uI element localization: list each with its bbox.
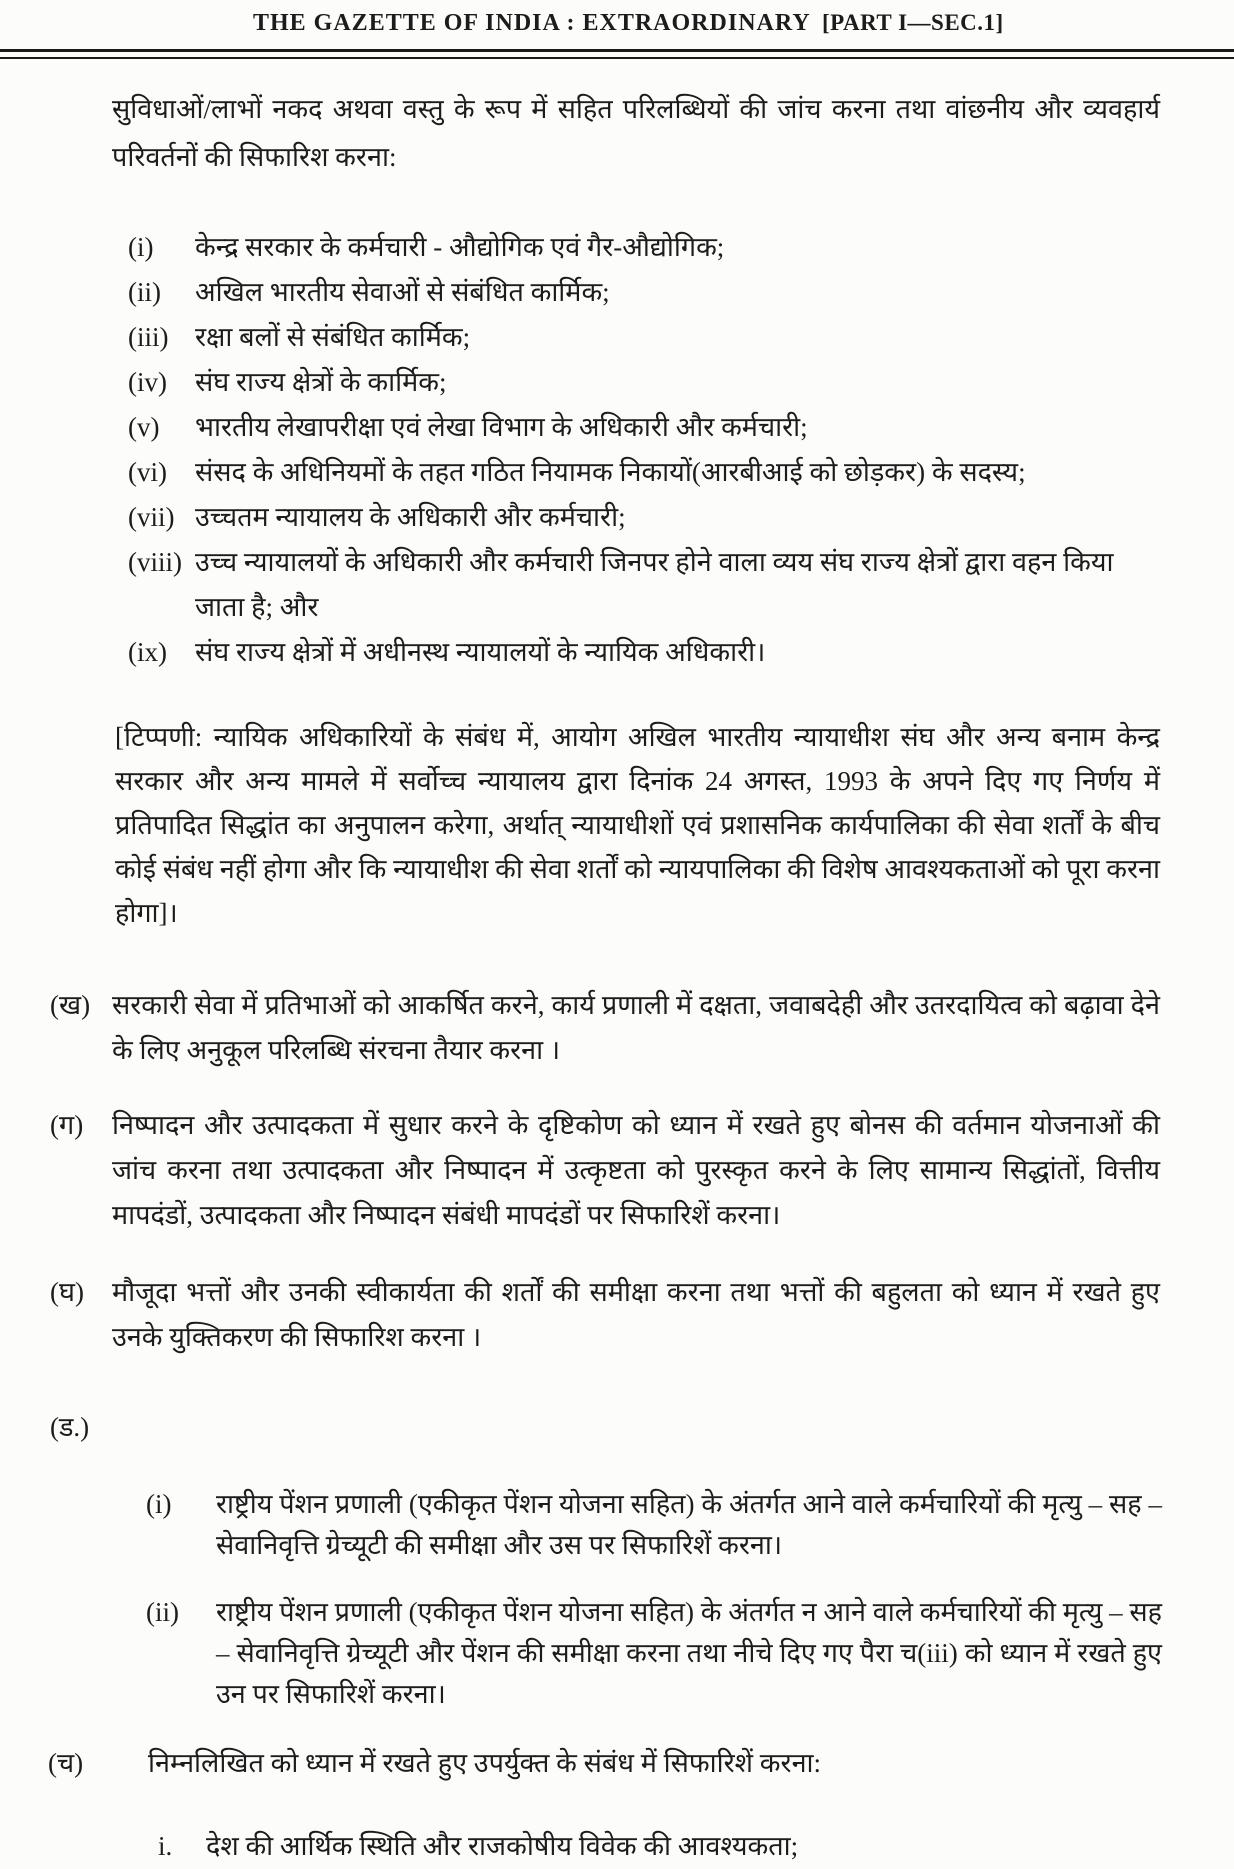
list-item-text: उच्च न्यायालयों के अधिकारी और कर्मचारी जिनपर होने वाला व्यय संघ राज्य क्षेत्रों द्वारा वहन किया जाता है; और: [195, 547, 1114, 622]
part-section-label: [PART I—SEC.1]: [822, 10, 1004, 35]
clause-text: सरकारी सेवा में प्रतिभाओं को आकर्षित करने, कार्य प्रणाली में दक्षता, जवाबदेही और उतरदायित्व को बढ़ावा देने के लिए अनुकूल परिलब्धि संरचना तैयार करना ।: [112, 990, 1160, 1065]
list-item: [0, 360, 1234, 405]
pension-sublist-item: [0, 1592, 1234, 1715]
clause-text: निष्पादन और उत्पादकता में सुधार करने के दृष्टिकोण को ध्यान में रखते हुए बोनस की वर्तमान योजनाओं की जांच करना तथा उत्पादकता और निष्पादन में उत्कृष्टता को पुरस्कृत करने के लिए सामान्य सिद्धांतों, वित्तीय मापदंडों, उत्पादकता और निष्पादन संबंधी मापदंडों पर सिफारिशें करना।: [112, 1110, 1160, 1230]
clause-text: मौजूदा भत्तों और उनकी स्वीकार्यता की शर्तों की समीक्षा करना तथा भत्तों की बहुलता को ध्यान में रखते हुए उनके युक्तिकरण की सिफारिश करना ।: [112, 1277, 1160, 1352]
list-item-text: संसद के अधिनियमों के तहत गठित नियामक निकायों(आरबीआई को छोड़कर) के सदस्य;: [195, 457, 1026, 487]
clause-gha: [0, 1270, 1234, 1360]
list-item: [0, 270, 1234, 315]
clause-cha: [0, 1741, 1234, 1786]
list-item-number: (iii): [128, 322, 169, 352]
pension-sublist-item: [0, 1484, 1234, 1566]
page-title: THE GAZETTE OF INDIA : EXTRAORDINARY: [253, 10, 811, 36]
list-item-number: (iv): [128, 367, 167, 397]
list-item-text: संघ राज्य क्षेत्रों के कार्मिक;: [195, 367, 447, 397]
list-item-text: राष्ट्रीय पेंशन प्रणाली (एकीकृत पेंशन योजना सहित) के अंतर्गत न आने वाले कर्मचारियों की मृत्यु – सह – सेवानिवृत्ति ग्रेच्यूटी और पेंशन की समीक्षा करना तथा नीचे दिए गए पैरा च(iii) को ध्यान में रखते हुए उन पर सिफारिशें करना।: [216, 1597, 1162, 1709]
list-item-number: (i): [128, 232, 154, 262]
list-item-text: रक्षा बलों से संबंधित कार्मिक;: [195, 322, 471, 352]
clause-label: (घ): [50, 1277, 84, 1307]
clause-ga: [0, 1103, 1234, 1238]
list-item-number: i.: [158, 1831, 173, 1861]
list-item-number: (ix): [128, 637, 167, 667]
list-item: [0, 630, 1234, 675]
clause-text: निम्नलिखित को ध्यान में रखते हुए उपर्युक्त के संबंध में सिफारिशें करना:: [148, 1748, 822, 1778]
clause-nga: [0, 1405, 1234, 1450]
clause-label: (ख): [50, 990, 91, 1020]
list-item: [0, 450, 1234, 495]
list-item-text: केन्द्र सरकार के कर्मचारी - औद्योगिक एवं गैर-औद्योगिक;: [195, 232, 725, 262]
list-item-text: राष्ट्रीय पेंशन प्रणाली (एकीकृत पेंशन योजना सहित) के अंतर्गत आने वाले कर्मचारियों की मृत्यु – सह – सेवानिवृत्ति ग्रेच्यूटी की समीक्षा और उस पर सिफारिशें करना।: [216, 1489, 1162, 1560]
list-item-text: देश की आर्थिक स्थिति और राजकोषीय विवेक की आवश्यकता;: [206, 1831, 799, 1861]
list-item-number: (vi): [128, 457, 167, 487]
note-paragraph: [टिप्पणी: न्यायिक अधिकारियों के संबंध में, आयोग अखिल भारतीय न्यायाधीश संघ और अन्य बनाम केन्द्र सरकार और अन्य मामले में सर्वोच्च न्यायालय द्वारा दिनांक 24 अगस्त, 1993 के अपने दिए गए निर्णय में प्रतिपादित सिद्धांत का अनुपालन करेगा, अर्थात् न्यायाधीशों एवं प्रशासनिक कार्यपालिका की सेवा शर्तों के बीच कोई संबंध नहीं होगा और कि न्यायाधीश की सेवा शर्तों को न्यायपालिका की विशेष आवश्यकताओं को पूरा करना होगा]।: [115, 722, 1160, 928]
list-item-number: (viii): [128, 547, 182, 577]
consideration-item: [0, 1824, 1234, 1869]
clause-label: (ड.): [50, 1412, 90, 1442]
list-item-number: (vii): [128, 502, 175, 532]
list-item: [0, 540, 1234, 630]
clause-label: (ग): [50, 1110, 84, 1140]
list-item-number: (i): [146, 1489, 172, 1519]
list-item: [0, 225, 1234, 270]
clause-kha: [0, 983, 1234, 1073]
list-item-text: अखिल भारतीय सेवाओं से संबंधित कार्मिक;: [195, 277, 610, 307]
clause-label: (च): [48, 1748, 84, 1778]
list-item-number: (ii): [128, 277, 161, 307]
list-item-number: (v): [128, 412, 160, 442]
gazette-header: [0, 0, 1234, 46]
scope-list: [0, 225, 1234, 675]
list-item-text: भारतीय लेखापरीक्षा एवं लेखा विभाग के अधिकारी और कर्मचारी;: [195, 412, 808, 442]
list-item-number: (ii): [146, 1597, 179, 1627]
list-item: [0, 405, 1234, 450]
list-item-text: संघ राज्य क्षेत्रों में अधीनस्थ न्यायालयों के न्यायिक अधिकारी।: [195, 637, 766, 667]
clause-text: [112, 1405, 1234, 1450]
header-double-rule: [0, 49, 1234, 59]
list-item-text: उच्चतम न्यायालय के अधिकारी और कर्मचारी;: [195, 502, 626, 532]
intro-paragraph: सुविधाओं/लाभों नकद अथवा वस्तु के रूप में सहित परिलब्धियों की जांच करना तथा वांछनीय और व्यवहार्य परिवर्तनों की सिफारिश करना:: [112, 94, 1160, 172]
list-item: [0, 495, 1234, 540]
list-item: [0, 315, 1234, 360]
